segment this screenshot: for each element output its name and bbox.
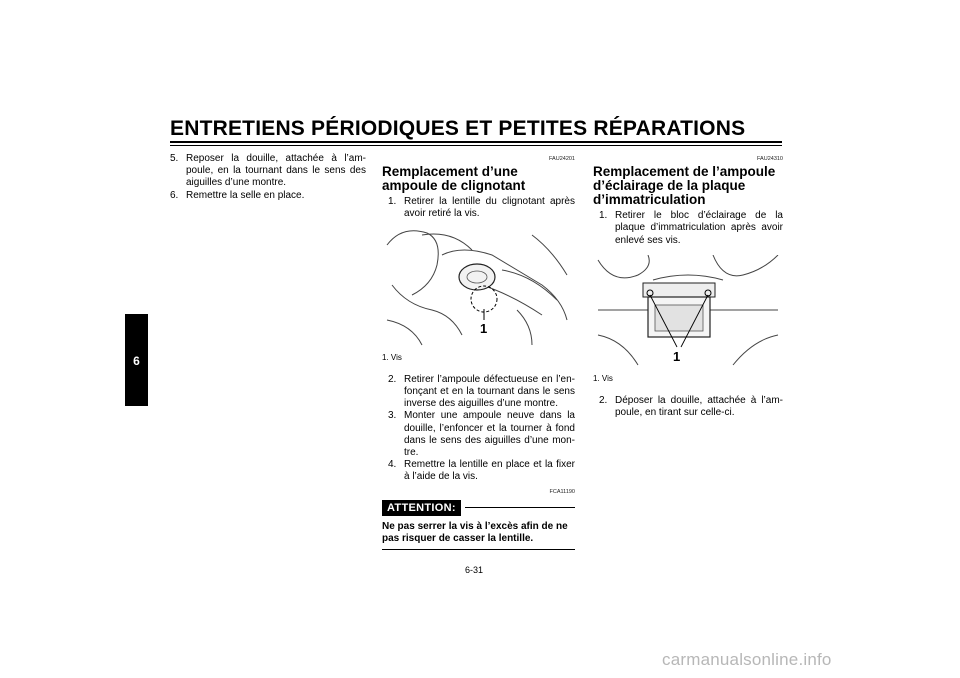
section-code: FAU24201 (549, 156, 575, 162)
step-3 (388, 410, 575, 459)
column-1 (170, 153, 366, 202)
figure-callout: 1 (673, 348, 681, 364)
header-rule-thin (170, 145, 782, 146)
step-text: Remettre la selle en place. (186, 189, 305, 201)
attention-rule (465, 507, 575, 508)
step-number: 3. (388, 410, 397, 422)
step-number: 5. (170, 153, 179, 164)
step-2 (388, 374, 575, 411)
attention-code: FCA11190 (549, 488, 575, 495)
step-number: 2. (388, 373, 397, 385)
step-text: Monter une ampoule neuve dans la douille, l’enfoncer et la tourner à fond dans le sens des aiguilles d’une mon-tre. (404, 410, 575, 459)
steps-list (388, 374, 575, 484)
attention-text: Ne pas serrer la vis à l’excès afin de ne pas risquer de casser la lentille. (382, 521, 575, 550)
attention-label: ATTENTION: (382, 500, 461, 516)
section-heading: Remplacement d’une ampoule de clignotant (382, 164, 526, 194)
step-text: Déposer la douille, attachée à l’am-poule, en tirant sur celle-ci. (615, 395, 783, 419)
step-text: Reposer la douille, attachée à l’am-poule, en la tournant dans le sens des aiguilles d’une montre. (186, 153, 366, 189)
step-5 (170, 153, 366, 190)
watermark: carmanualsonline.info (662, 650, 832, 669)
step-2 (599, 395, 783, 419)
page-header: ENTRETIENS PÉRIODIQUES ET PETITES RÉPARATIONS (170, 117, 746, 140)
column-2 (382, 153, 575, 550)
step-number: 1. (599, 210, 608, 222)
step-number: 4. (388, 459, 397, 471)
attention-banner (382, 500, 575, 516)
step-number: 2. (599, 395, 608, 407)
section-code: FAU24310 (757, 156, 783, 162)
section-heading: Remplacement de l’ampoule d’éclairage de la plaque d’immatriculation (593, 164, 776, 208)
step-text: Remettre la lentille en place et la fixer à l’aide de la vis. (404, 459, 575, 483)
column-3 (593, 153, 783, 419)
step-number: 1. (388, 196, 397, 208)
step-4 (388, 459, 575, 483)
chapter-tab-label: 6 (133, 354, 140, 368)
step-6 (170, 190, 366, 202)
chapter-tab (125, 314, 148, 406)
step-1 (388, 196, 575, 220)
steps-list (599, 395, 783, 419)
step-text: Retirer le bloc d’éclairage de la plaque d’immatriculation après avoir enlevé ses vis. (615, 210, 783, 246)
header-rule (170, 141, 782, 143)
step-text: Retirer la lentille du clignotant après avoir retiré la vis. (404, 196, 575, 220)
step-text: Retirer l’ampoule défectueuse en l’en-fonçant et en la tournant dans le sens inverse des aiguilles d’une montre. (404, 373, 575, 410)
step-number: 6. (170, 189, 179, 201)
turn-signal-figure (382, 225, 575, 350)
license-plate-light-figure (593, 255, 783, 371)
figure-callout: 1 (480, 320, 488, 336)
step-1 (599, 210, 783, 247)
page-number: 6-31 (465, 565, 484, 575)
figure-caption: 1. Vis (593, 373, 613, 383)
figure-caption: 1. Vis (382, 352, 402, 362)
